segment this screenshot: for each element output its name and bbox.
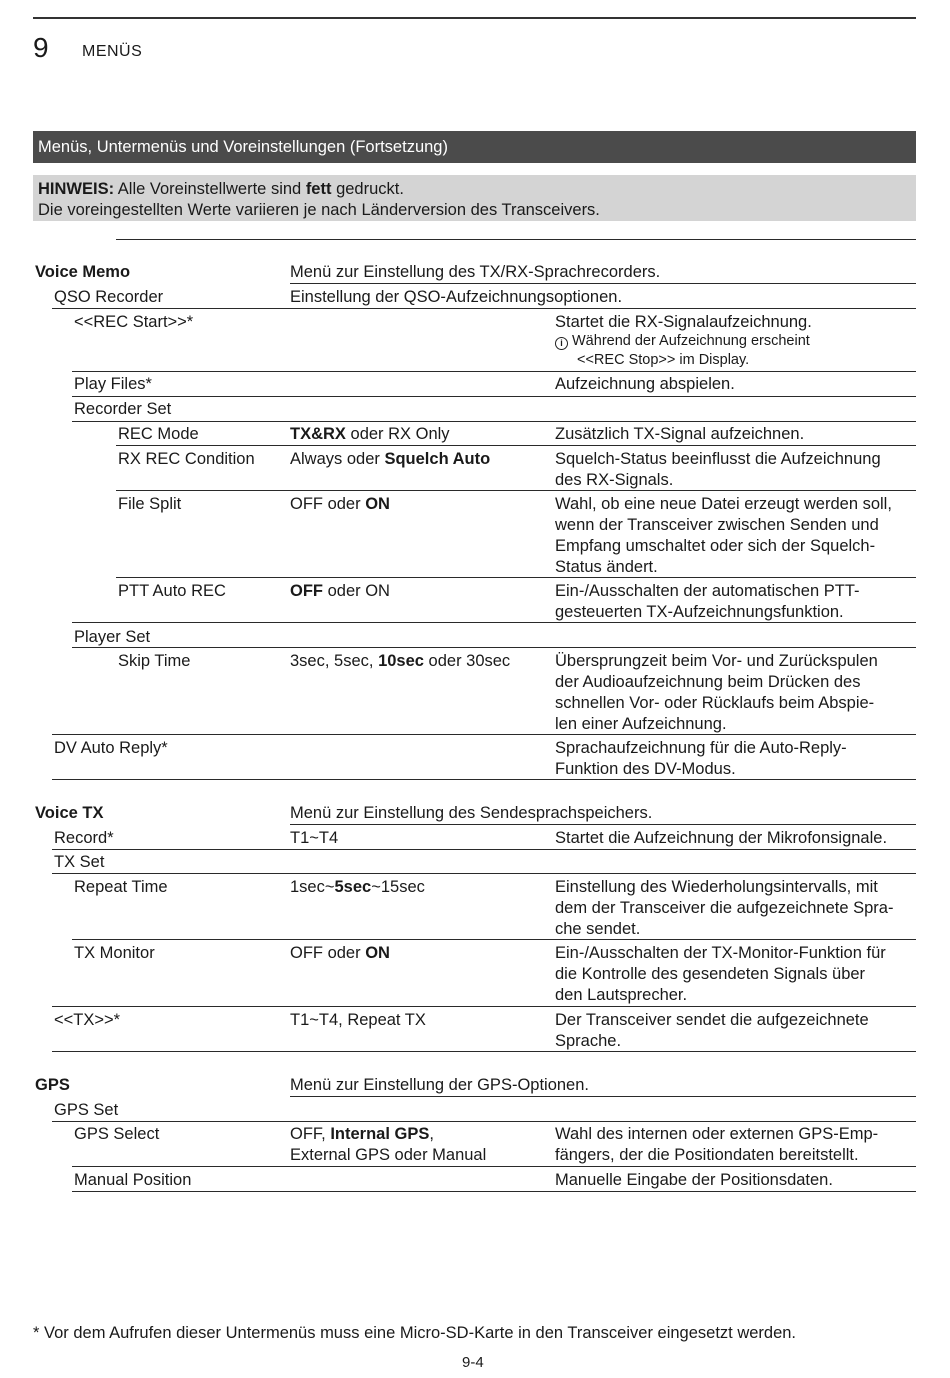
item-file-split-desc: Wahl, ob eine neue Datei erzeugt werden soll, <box>555 495 892 513</box>
row-divider <box>52 1121 916 1122</box>
menu-voice-memo-desc: Menü zur Einstellung des TX/RX-Sprachrecorders. <box>290 263 661 281</box>
item-record-desc: Startet die Aufzeichnung der Mikrofonsignale. <box>555 829 888 847</box>
menu-gps-desc: Menü zur Einstellung der GPS-Optionen. <box>290 1076 589 1094</box>
item-skip-desc: Übersprungzeit beim Vor- und Zurückspulen <box>555 652 878 670</box>
item-ptt-desc-2: gesteuerten TX-Aufzeichnungsfunktion. <box>555 603 844 621</box>
item-play-files-desc: Aufzeichnung abspielen. <box>555 375 735 393</box>
item-rec-mode: REC Mode <box>118 425 199 443</box>
section-title: Menüs, Untermenüs und Voreinstellungen (Fortsetzung) <box>38 138 448 156</box>
item-tx-monitor-desc-2: die Kontrolle des gesendeten Signals über <box>555 965 866 983</box>
item-tx-options: T1~T4, Repeat TX <box>290 1011 426 1029</box>
item-file-split-desc-4: Status ändert. <box>555 558 658 576</box>
row-divider <box>116 577 916 578</box>
item-skip-time: Skip Time <box>118 652 191 670</box>
item-tx-monitor-desc-3: den Lautsprecher. <box>555 986 688 1004</box>
row-divider <box>72 421 916 422</box>
item-ptt-auto-rec: PTT Auto REC <box>118 582 226 600</box>
menu-gps: GPS <box>35 1076 70 1094</box>
item-tx-desc-2: Sprache. <box>555 1032 622 1050</box>
item-file-split: File Split <box>118 495 182 513</box>
row-divider <box>290 824 916 825</box>
item-qso-recorder-desc: Einstellung der QSO-Aufzeichnungsoptionen. <box>290 288 623 306</box>
note-line-1 <box>38 179 404 200</box>
item-skip-options: 3sec, 5sec, 10sec oder 30sec <box>290 652 511 670</box>
item-gps-select: GPS Select <box>74 1125 160 1143</box>
item-gps-select-options: OFF, Internal GPS, <box>290 1125 434 1143</box>
row-divider <box>72 622 916 623</box>
item-tx-set: TX Set <box>54 853 105 871</box>
item-rec-mode-desc: Zusätzlich TX-Signal aufzeichnen. <box>555 425 805 443</box>
row-divider <box>72 1191 916 1192</box>
top-rule <box>33 17 916 19</box>
item-rec-start: <<REC Start>>* <box>74 313 194 331</box>
item-repeat-desc-2: dem der Transceiver die aufgezeichnete Spra- <box>555 899 894 917</box>
row-divider <box>52 1051 916 1052</box>
item-gps-select-options-2: External GPS oder Manual <box>290 1146 487 1164</box>
row-divider <box>72 1166 916 1167</box>
item-player-set: Player Set <box>74 628 151 646</box>
chapter-number: 9 <box>33 32 49 63</box>
item-tx-desc: Der Transceiver sendet die aufgezeichnete <box>555 1011 869 1029</box>
item-repeat-options: 1sec~5sec~15sec <box>290 878 425 896</box>
row-divider <box>52 1006 916 1007</box>
item-record: Record* <box>54 829 114 847</box>
row-divider <box>116 490 916 491</box>
item-manual-position-desc: Manuelle Eingabe der Positionsdaten. <box>555 1171 833 1189</box>
item-tx-monitor-options: OFF oder ON <box>290 944 390 962</box>
item-rx-rec-desc: Squelch-Status beeinflusst die Aufzeichnung <box>555 450 881 468</box>
item-dv-desc-2: Funktion des DV-Modus. <box>555 760 736 778</box>
item-rec-mode-options: TX&RX oder RX Only <box>290 425 450 443</box>
menu-voice-tx: Voice TX <box>35 804 104 822</box>
row-divider <box>52 308 916 309</box>
note-line-2: Die voreingestellten Werte variieren je nach Länderversion des Transceivers. <box>38 201 600 219</box>
item-file-split-desc-2: wenn der Transceiver zwischen Senden und <box>555 516 879 534</box>
item-repeat-desc: Einstellung des Wiederholungsintervalls, mit <box>555 878 878 896</box>
item-file-split-desc-3: Empfang umschaltet oder sich der Squelch- <box>555 537 876 555</box>
item-rx-rec-options: Always oder Squelch Auto <box>290 450 491 468</box>
item-manual-position: Manual Position <box>74 1171 192 1189</box>
item-ptt-desc: Ein-/Ausschalten der automatischen PTT- <box>555 582 860 600</box>
item-recorder-set: Recorder Set <box>74 400 172 418</box>
item-rec-start-note: i Während der Aufzeichnung erscheint <box>555 332 810 351</box>
footnote: * Vor dem Aufrufen dieser Untermenüs muss eine Micro-SD-Karte in den Transceiver eingesetzt werden. <box>33 1324 797 1342</box>
item-rx-rec-condition: RX REC Condition <box>118 450 255 468</box>
note-label: HINWEIS: <box>38 180 115 198</box>
item-repeat-time: Repeat Time <box>74 878 168 896</box>
table-top-rule <box>116 239 916 240</box>
row-divider <box>72 939 916 940</box>
note-text-end: gedruckt. <box>336 180 404 198</box>
item-repeat-desc-3: che sendet. <box>555 920 641 938</box>
item-gps-set: GPS Set <box>54 1101 119 1119</box>
item-tx-monitor-desc: Ein-/Ausschalten der TX-Monitor-Funktion für <box>555 944 886 962</box>
item-play-files: Play Files* <box>74 375 152 393</box>
item-qso-recorder: QSO Recorder <box>54 288 164 306</box>
item-dv-desc: Sprachaufzeichnung für die Auto-Reply- <box>555 739 847 757</box>
item-tx: <<TX>>* <box>54 1011 121 1029</box>
item-gps-select-desc: Wahl des internen oder externen GPS-Emp- <box>555 1125 879 1143</box>
chapter-title: MENÜS <box>82 43 143 60</box>
menu-voice-tx-desc: Menü zur Einstellung des Sendesprachspeichers. <box>290 804 653 822</box>
info-icon: i <box>555 337 568 350</box>
item-rx-rec-desc-2: des RX-Signals. <box>555 471 674 489</box>
item-rec-start-desc: Startet die RX-Signalaufzeichnung. <box>555 313 812 331</box>
item-skip-desc-2: der Audioaufzeichnung beim Drücken des <box>555 673 861 691</box>
row-divider <box>52 873 916 874</box>
item-tx-monitor: TX Monitor <box>74 944 155 962</box>
note-bold: fett <box>305 180 332 198</box>
row-divider <box>72 396 916 397</box>
row-divider <box>116 445 916 446</box>
row-divider <box>290 283 916 284</box>
note-text: Alle Voreinstellwerte sind <box>117 180 302 198</box>
item-skip-desc-3: schnellen Vor- oder Rücklaufs beim Abspie- <box>555 694 875 712</box>
item-file-split-options: OFF oder ON <box>290 495 390 513</box>
row-divider <box>290 1096 916 1097</box>
row-divider <box>72 647 916 648</box>
row-divider <box>72 371 916 372</box>
page-number: 9-4 <box>462 1354 484 1371</box>
item-skip-desc-4: len einer Aufzeichnung. <box>555 715 727 733</box>
row-divider <box>52 734 916 735</box>
item-record-options: T1~T4 <box>290 829 339 847</box>
row-divider <box>52 779 916 780</box>
item-gps-select-desc-2: fängers, der die Positiondaten bereitstellt. <box>555 1146 859 1164</box>
menu-voice-memo: Voice Memo <box>35 263 131 281</box>
item-rec-start-note-2: <<REC Stop>> im Display. <box>577 352 750 368</box>
row-divider <box>52 849 916 850</box>
item-dv-auto-reply: DV Auto Reply* <box>54 739 168 757</box>
item-ptt-options: OFF oder ON <box>290 582 390 600</box>
